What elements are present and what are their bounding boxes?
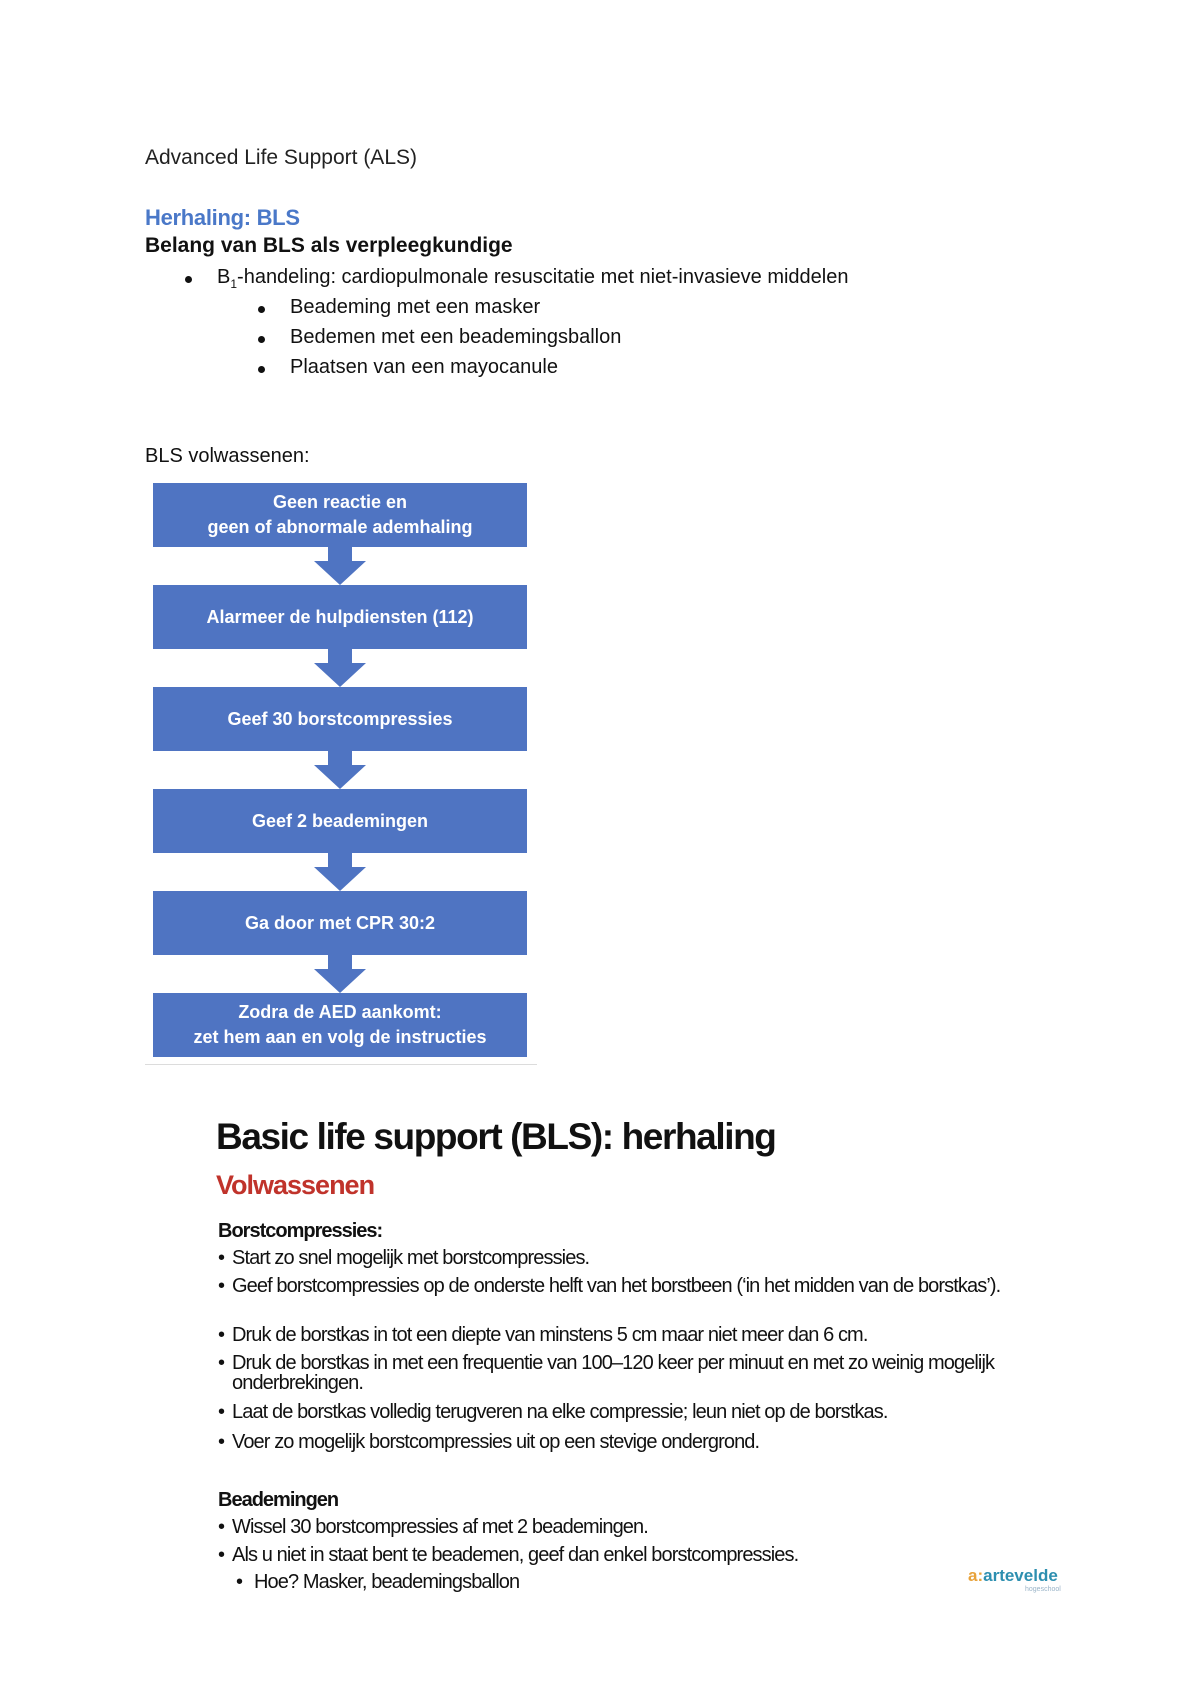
- flow-step-line: Alarmeer de hulpdiensten (112): [206, 606, 474, 627]
- slide-sub-bullet-text: Hoe? Masker, beademingsballon: [254, 1571, 520, 1593]
- flow-step: [153, 585, 527, 649]
- artevelde-logo: a:artevelde: [968, 1566, 1058, 1585]
- bullet-dot-icon: [258, 366, 265, 373]
- document-title: Advanced Life Support (ALS): [145, 146, 417, 169]
- image-divider: [145, 1064, 537, 1065]
- flow-step-line: Geef 30 borstcompressies: [227, 708, 453, 729]
- down-arrow-icon: [314, 547, 366, 585]
- artevelde-logo-subtext: hogeschool: [1025, 1586, 1061, 1593]
- sub-bullet: [258, 356, 558, 379]
- compressions-heading: Borstcompressies:: [218, 1220, 383, 1242]
- sub-bullet: [258, 326, 621, 349]
- slide-bullet-text: Druk de borstkas in met een frequentie van 100–120 keer per minuut en met zo weinig mogelijk onderbrekingen.: [232, 1352, 995, 1394]
- down-arrow-icon: [314, 649, 366, 687]
- sub-bullet-text: Bedemen met een beademingsballon: [290, 326, 622, 348]
- flow-step: [153, 891, 527, 955]
- slide-bullet-text: Voer zo mogelijk borstcompressies uit op een stevige ondergrond.: [232, 1431, 760, 1453]
- sub-heading: Belang van BLS als verpleegkundige: [145, 234, 513, 257]
- slide-bullet-text: Als u niet in staat bent te beademen, geef dan enkel borstcompressies.: [232, 1544, 799, 1566]
- slide-bullet: • Druk de borstkas in tot een diepte van minstens 5 cm maar niet meer dan 6 cm.: [218, 1325, 1048, 1345]
- flow-step-line: geen of abnormale ademhaling: [207, 517, 473, 537]
- flow-step-line: zet hem aan en volg de instructies: [193, 1027, 487, 1047]
- flow-step: [153, 483, 527, 547]
- slide-bullet: • Laat de borstkas volledig terugveren na elke compressie; leun niet op de borstkas.: [218, 1402, 1048, 1422]
- flow-step-line: Geef 2 beademingen: [251, 810, 429, 831]
- slide-bullet-text: Start zo snel mogelijk met borstcompressies.: [232, 1247, 590, 1269]
- slide-bullet: • Voer zo mogelijk borstcompressies uit op een stevige ondergrond.: [218, 1432, 1048, 1452]
- slide-bullet: • Geef borstcompressies op de onderste helft van het borstbeen (‘in het midden van de borstkas’).: [218, 1276, 1048, 1296]
- bullet-dot-icon: [258, 336, 265, 343]
- section-heading: Herhaling: BLS: [145, 205, 300, 230]
- slide-bullet: • Als u niet in staat bent te beademen, geef dan enkel borstcompressies.: [218, 1545, 1048, 1565]
- sub-bullet-text: Beademing met een masker: [290, 296, 541, 318]
- slide-bullet: • Wissel 30 borstcompressies af met 2 beademingen.: [218, 1517, 1048, 1537]
- flow-step-line: Zodra de AED aankomt:: [238, 1002, 442, 1022]
- slide-bullet: • Start zo snel mogelijk met borstcompressies.: [218, 1248, 1048, 1268]
- flow-step: [153, 789, 527, 853]
- slide-bullet-text: Laat de borstkas volledig terugveren na elke compressie; leun niet op de borstkas.: [232, 1401, 888, 1423]
- bls-adults-label: BLS volwassenen:: [145, 445, 310, 467]
- bullet-dot-icon: [185, 276, 192, 283]
- flow-step-line: Ga door met CPR 30:2: [244, 912, 436, 933]
- sub-bullet: [258, 296, 540, 319]
- sub-bullet-text: Plaatsen van een mayocanule: [290, 356, 558, 378]
- slide-bullet-text: Druk de borstkas in tot een diepte van minstens 5 cm maar niet meer dan 6 cm.: [232, 1324, 868, 1346]
- down-arrow-icon: [314, 955, 366, 993]
- slide-title: Basic life support (BLS): herhaling: [216, 1116, 776, 1157]
- ventilation-heading: Beademingen: [218, 1489, 339, 1511]
- slide-bullet-text: Wissel 30 borstcompressies af met 2 beademingen.: [232, 1516, 648, 1538]
- slide-subtitle: Volwassenen: [216, 1170, 375, 1200]
- slide-bullet-text: Geef borstcompressies op de onderste helft van het borstbeen (‘in het midden van de borstkas’).: [232, 1275, 1001, 1297]
- down-arrow-icon: [314, 751, 366, 789]
- main-bullet-text: $B_1$-handeling: cardiopulmonale resuscitatie met niet-invasieve middelen: [217, 266, 849, 291]
- flow-step: [153, 993, 527, 1057]
- flow-step-line: Geen reactie en: [272, 492, 408, 512]
- flow-step: [153, 687, 527, 751]
- main-bullet: [185, 266, 848, 291]
- slide-sub-bullet: • Hoe? Masker, beademingsballon: [236, 1571, 520, 1593]
- bullet-dot-icon: [258, 306, 265, 313]
- down-arrow-icon: [314, 853, 366, 891]
- slide-bullet: • Druk de borstkas in met een frequentie van 100–120 keer per minuut en met zo weinig mogelijk onderbrekingen.: [218, 1353, 1048, 1393]
